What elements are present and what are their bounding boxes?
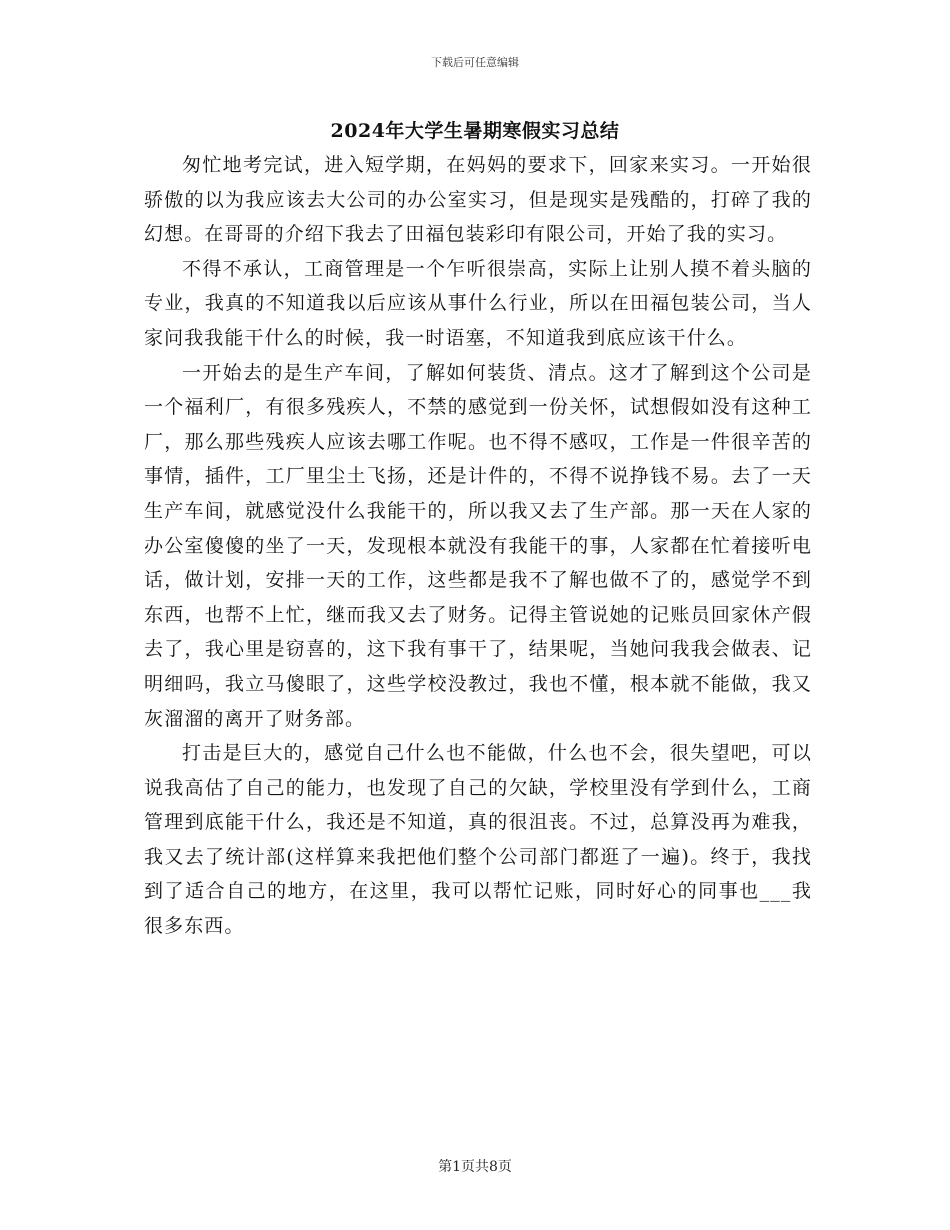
paragraph-2: 不得不承认，工商管理是一个乍听很崇高，实际上让别人摸不着头脑的专业，我真的不知道我以后应该从事什么行业，所以在田福包装公司，当人家问我我能干什么的时候，我一时语塞，不知道我到底应该干什么。: [144, 257, 812, 349]
paragraph-4: 打击是巨大的，感觉自己什么也不能做，什么也不会，很失望吧，可以说我高估了自己的能力，也发现了自己的欠缺，学校里没有学到什么，工商管理到底能干什么，我还是不知道，真的很沮丧。不过，总算没再为难我，我又去了统计部(这样算来我把他们整个公司部门都逛了一遍)。终于，我找到了适合自己的地方，在这里，我可以帮忙记账，同时好心的同事也___我很多东西。: [144, 742, 812, 938]
page-number-footer: 第1页共8页: [438, 1159, 512, 1175]
paragraph-3: 一开始去的是生产车间，了解如何装货、清点。这才了解到这个公司是一个福利厂，有很多残疾人，不禁的感觉到一份关怀，试想假如没有这种工厂，那么那些残疾人应该去哪工作呢。也不得不感叹，工作是一件很辛苦的事情，插件，工厂里尘土飞扬，还是计件的，不得不说挣钱不易。去了一天生产车间，就感觉没什么我能干的，所以我又去了生产部。那一天在人家的办公室傻傻的坐了一天，发现根本就没有我能干的事，人家都在忙着接听电话，做计划，安排一天的工作，这些都是我不了解也做不了的，感觉学不到东西，也帮不上忙，继而我又去了财务。记得主管说她的记账员回家休产假去了，我心里是窃喜的，这下我有事干了，结果呢，当她问我我会做表、记明细吗，我立马傻眼了，这些学校没教过，我也不懂，根本就不能做，我又灰溜溜的离开了财务部。: [144, 361, 812, 730]
paragraph-1: 匆忙地考完试，进入短学期，在妈妈的要求下，回家来实习。一开始很骄傲的以为我应该去大公司的办公室实习，但是现实是残酷的，打碎了我的幻想。在哥哥的介绍下我去了田福包装彩印有限公司，开始了我的实习。: [144, 154, 812, 246]
document-body: [144, 148, 812, 944]
document-title: 2024年大学生暑期寒假实习总结: [330, 120, 620, 142]
header-note: 下载后可任意编辑: [431, 56, 519, 69]
